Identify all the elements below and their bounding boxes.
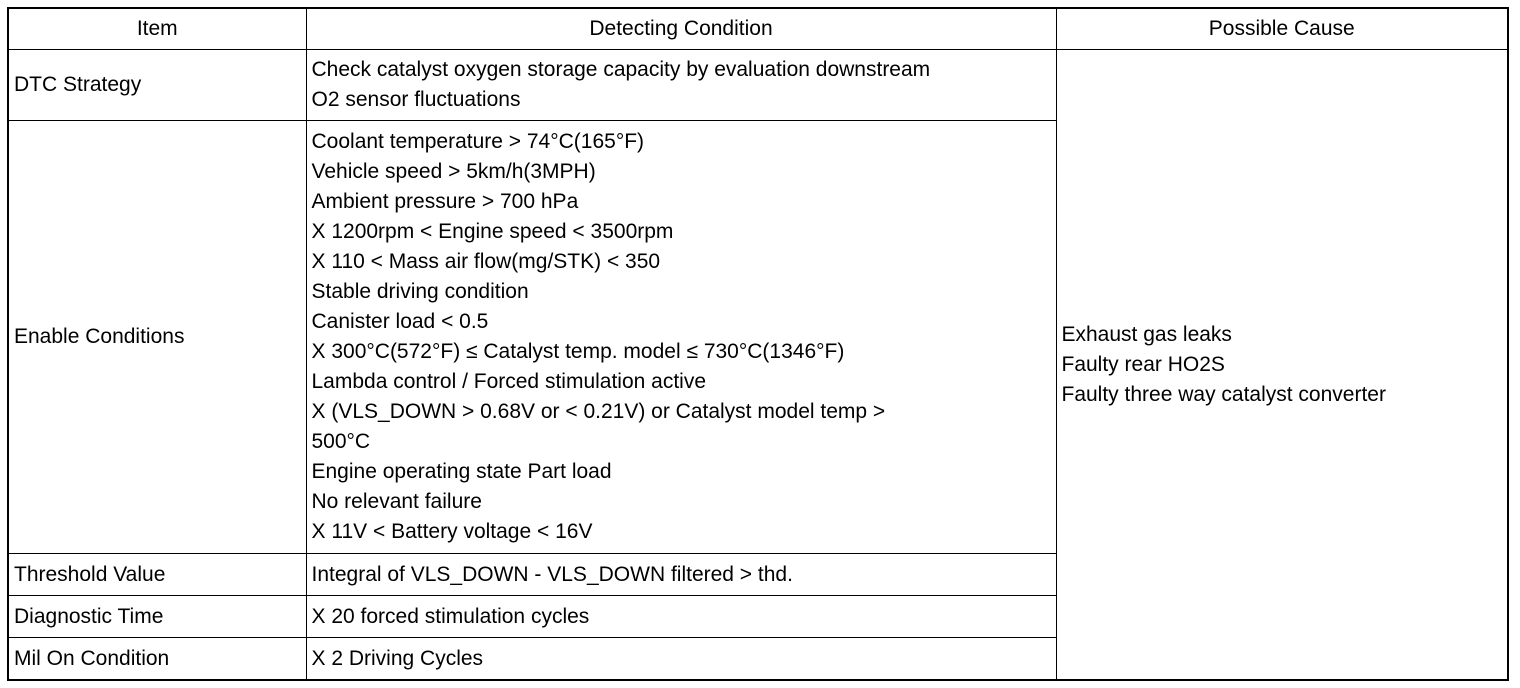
condition-line: No relevant failure [311, 490, 482, 513]
condition-line: Check catalyst oxygen storage capacity by evaluation downstream [311, 58, 931, 81]
condition-dtc-strategy [306, 50, 1056, 121]
condition-line: 500°C [311, 430, 371, 453]
cause-line: Faulty three way catalyst converter [1061, 382, 1386, 406]
condition-line: X 1200rpm < Engine speed < 3500rpm [311, 220, 674, 243]
condition-line: Ambient pressure > 700 hPa [311, 190, 579, 213]
condition-line: X 110 < Mass air flow(mg/STK) < 350 [311, 250, 661, 273]
possible-cause-cell [1056, 50, 1508, 681]
item-dtc-strategy: DTC Strategy [8, 50, 306, 121]
condition-line: Engine operating state Part load [311, 460, 612, 483]
condition-line: Coolant temperature > 74°C(165°F) [311, 130, 645, 153]
item-enable-conditions: Enable Conditions [8, 121, 306, 554]
header-item: Item [8, 8, 306, 50]
cause-line: Exhaust gas leaks [1061, 322, 1232, 346]
dtc-table [7, 7, 1509, 681]
condition-line: X (VLS_DOWN > 0.68V or < 0.21V) or Catalyst model temp > [311, 400, 886, 423]
item-threshold-value: Threshold Value [8, 554, 306, 596]
table-row-dtc-strategy [8, 50, 1508, 121]
condition-enable-conditions [306, 121, 1056, 554]
condition-line: Lambda control / Forced stimulation active [311, 370, 707, 393]
cause-line: Faulty rear HO2S [1061, 352, 1225, 376]
condition-line: Canister load < 0.5 [311, 310, 489, 333]
condition-threshold-value: Integral of VLS_DOWN - VLS_DOWN filtered > thd. [306, 554, 1056, 596]
condition-line: X 11V < Battery voltage < 16V [311, 520, 593, 543]
header-row [8, 8, 1508, 50]
condition-line: O2 sensor fluctuations [311, 88, 521, 111]
condition-line: Stable driving condition [311, 280, 529, 303]
condition-diagnostic-time: X 20 forced stimulation cycles [306, 596, 1056, 638]
item-diagnostic-time: Diagnostic Time [8, 596, 306, 638]
header-detecting-condition: Detecting Condition [306, 8, 1056, 50]
condition-mil-on-condition: X 2 Driving Cycles [306, 638, 1056, 681]
condition-line: Vehicle speed > 5km/h(3MPH) [311, 160, 596, 183]
header-possible-cause: Possible Cause [1056, 8, 1508, 50]
item-mil-on-condition: Mil On Condition [8, 638, 306, 681]
condition-line: X 300°C(572°F) ≤ Catalyst temp. model ≤ 730°C(1346°F) [311, 340, 845, 363]
